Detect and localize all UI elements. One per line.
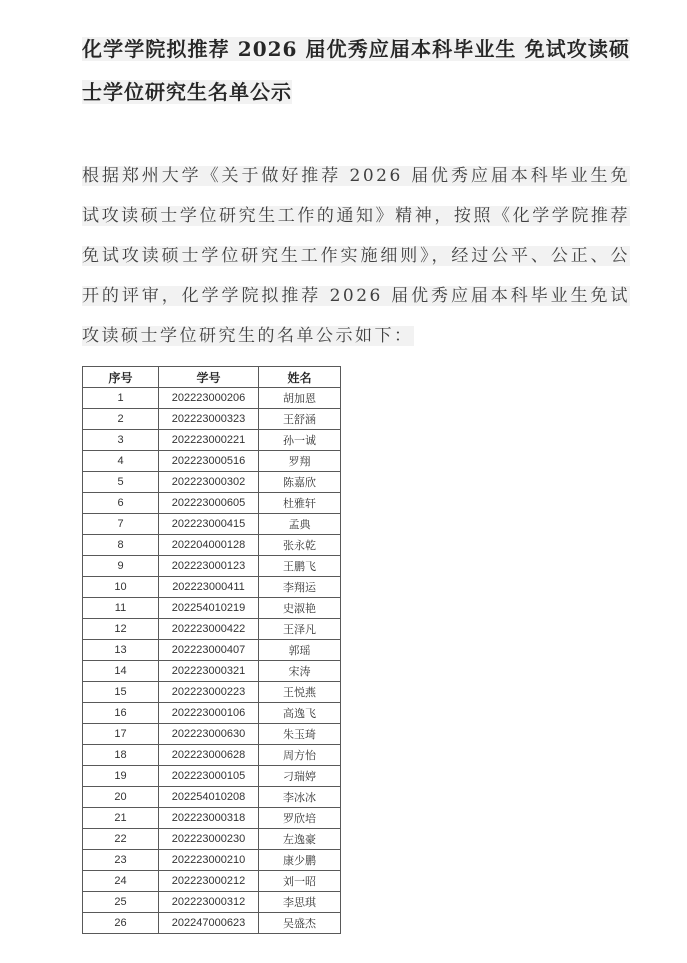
student-id-cell: 202223000411 [159, 577, 259, 598]
row-index-cell: 26 [83, 913, 159, 934]
student-name-cell: 孙一诚 [259, 430, 341, 451]
table-row [83, 871, 341, 892]
row-index-cell: 15 [83, 682, 159, 703]
student-name-cell: 陈嘉欣 [259, 472, 341, 493]
student-id-cell: 202223000221 [159, 430, 259, 451]
student-name-cell: 郭瑶 [259, 640, 341, 661]
row-index-cell: 13 [83, 640, 159, 661]
student-id-cell: 202223000210 [159, 850, 259, 871]
roster-table [82, 366, 341, 934]
table-row [83, 514, 341, 535]
table-row [83, 724, 341, 745]
student-name-cell: 杜雅轩 [259, 493, 341, 514]
table-row [83, 913, 341, 934]
table-row [83, 703, 341, 724]
student-id-cell: 202223000302 [159, 472, 259, 493]
row-index-cell: 10 [83, 577, 159, 598]
table-row [83, 430, 341, 451]
table-row [83, 598, 341, 619]
student-name-cell: 孟典 [259, 514, 341, 535]
row-index-cell: 8 [83, 535, 159, 556]
row-index-cell: 22 [83, 829, 159, 850]
row-index-cell: 20 [83, 787, 159, 808]
student-name-cell: 周方怡 [259, 745, 341, 766]
page-title-text: 化学学院拟推荐 2026 届优秀应届本科毕业生 免试攻读硕士学位研究生名单公示 [82, 37, 630, 104]
table-row [83, 451, 341, 472]
student-name-cell: 王舒涵 [259, 409, 341, 430]
student-name-cell: 胡加恩 [259, 388, 341, 409]
student-name-cell: 张永乾 [259, 535, 341, 556]
student-id-cell: 202254010208 [159, 787, 259, 808]
student-id-cell: 202223000123 [159, 556, 259, 577]
student-name-cell: 朱玉琦 [259, 724, 341, 745]
table-row [83, 787, 341, 808]
row-index-cell: 3 [83, 430, 159, 451]
header-student-id: 学号 [159, 367, 259, 388]
row-index-cell: 7 [83, 514, 159, 535]
student-id-cell: 202223000422 [159, 619, 259, 640]
student-id-cell: 202223000321 [159, 661, 259, 682]
student-name-cell: 王鹏飞 [259, 556, 341, 577]
student-name-cell: 吴盛杰 [259, 913, 341, 934]
table-row [83, 556, 341, 577]
student-id-cell: 202223000318 [159, 808, 259, 829]
table-row [83, 577, 341, 598]
row-index-cell: 18 [83, 745, 159, 766]
student-id-cell: 202223000230 [159, 829, 259, 850]
table-row [83, 850, 341, 871]
body-paragraph [82, 156, 630, 356]
row-index-cell: 16 [83, 703, 159, 724]
row-index-cell: 17 [83, 724, 159, 745]
student-name-cell: 李思琪 [259, 892, 341, 913]
row-index-cell: 11 [83, 598, 159, 619]
row-index-cell: 5 [83, 472, 159, 493]
row-index-cell: 25 [83, 892, 159, 913]
row-index-cell: 2 [83, 409, 159, 430]
table-row [83, 388, 341, 409]
student-id-cell: 202254010219 [159, 598, 259, 619]
student-id-cell: 202223000415 [159, 514, 259, 535]
student-name-cell: 李翔运 [259, 577, 341, 598]
row-index-cell: 4 [83, 451, 159, 472]
row-index-cell: 23 [83, 850, 159, 871]
table-row [83, 829, 341, 850]
student-id-cell: 202223000628 [159, 745, 259, 766]
student-id-cell: 202223000407 [159, 640, 259, 661]
table-row [83, 535, 341, 556]
student-id-cell: 202223000323 [159, 409, 259, 430]
header-row [83, 367, 341, 388]
header-index: 序号 [83, 367, 159, 388]
student-id-cell: 202223000630 [159, 724, 259, 745]
student-name-cell: 李冰冰 [259, 787, 341, 808]
row-index-cell: 21 [83, 808, 159, 829]
body-paragraph-text: 根据郑州大学《关于做好推荐 2026 届优秀应届本科毕业生免试攻读硕士学位研究生工作的通知》精神，按照《化学学院推荐免试攻读硕士学位研究生工作实施细则》，经过公平、公正、公开的评审，化学学院拟推荐 2026 届优秀应届本科毕业生免试攻读硕士学位研究生的名单公示如下： [82, 166, 630, 346]
student-id-cell: 202223000212 [159, 871, 259, 892]
table-row [83, 472, 341, 493]
table-row [83, 682, 341, 703]
table-row [83, 661, 341, 682]
student-id-cell: 202223000106 [159, 703, 259, 724]
table-row [83, 640, 341, 661]
roster-table-header [83, 367, 341, 388]
student-id-cell: 202223000516 [159, 451, 259, 472]
table-row [83, 493, 341, 514]
student-id-cell: 202247000623 [159, 913, 259, 934]
student-name-cell: 罗欣培 [259, 808, 341, 829]
student-id-cell: 202223000206 [159, 388, 259, 409]
student-name-cell: 王悦燕 [259, 682, 341, 703]
student-name-cell: 康少鹏 [259, 850, 341, 871]
student-name-cell: 宋涛 [259, 661, 341, 682]
row-index-cell: 24 [83, 871, 159, 892]
roster-table-body [83, 388, 341, 934]
row-index-cell: 6 [83, 493, 159, 514]
student-name-cell: 罗翔 [259, 451, 341, 472]
page-title [82, 28, 630, 114]
header-student-name: 姓名 [259, 367, 341, 388]
student-name-cell: 刘一昭 [259, 871, 341, 892]
student-id-cell: 202223000605 [159, 493, 259, 514]
table-row [83, 766, 341, 787]
row-index-cell: 12 [83, 619, 159, 640]
row-index-cell: 9 [83, 556, 159, 577]
student-name-cell: 刁瑞婷 [259, 766, 341, 787]
student-id-cell: 202204000128 [159, 535, 259, 556]
table-row [83, 619, 341, 640]
student-id-cell: 202223000105 [159, 766, 259, 787]
student-name-cell: 左逸豪 [259, 829, 341, 850]
student-name-cell: 王泽凡 [259, 619, 341, 640]
student-id-cell: 202223000223 [159, 682, 259, 703]
student-name-cell: 高逸飞 [259, 703, 341, 724]
table-row [83, 808, 341, 829]
table-row [83, 409, 341, 430]
student-name-cell: 史淑艳 [259, 598, 341, 619]
row-index-cell: 14 [83, 661, 159, 682]
row-index-cell: 1 [83, 388, 159, 409]
table-row [83, 745, 341, 766]
table-row [83, 892, 341, 913]
student-id-cell: 202223000312 [159, 892, 259, 913]
row-index-cell: 19 [83, 766, 159, 787]
